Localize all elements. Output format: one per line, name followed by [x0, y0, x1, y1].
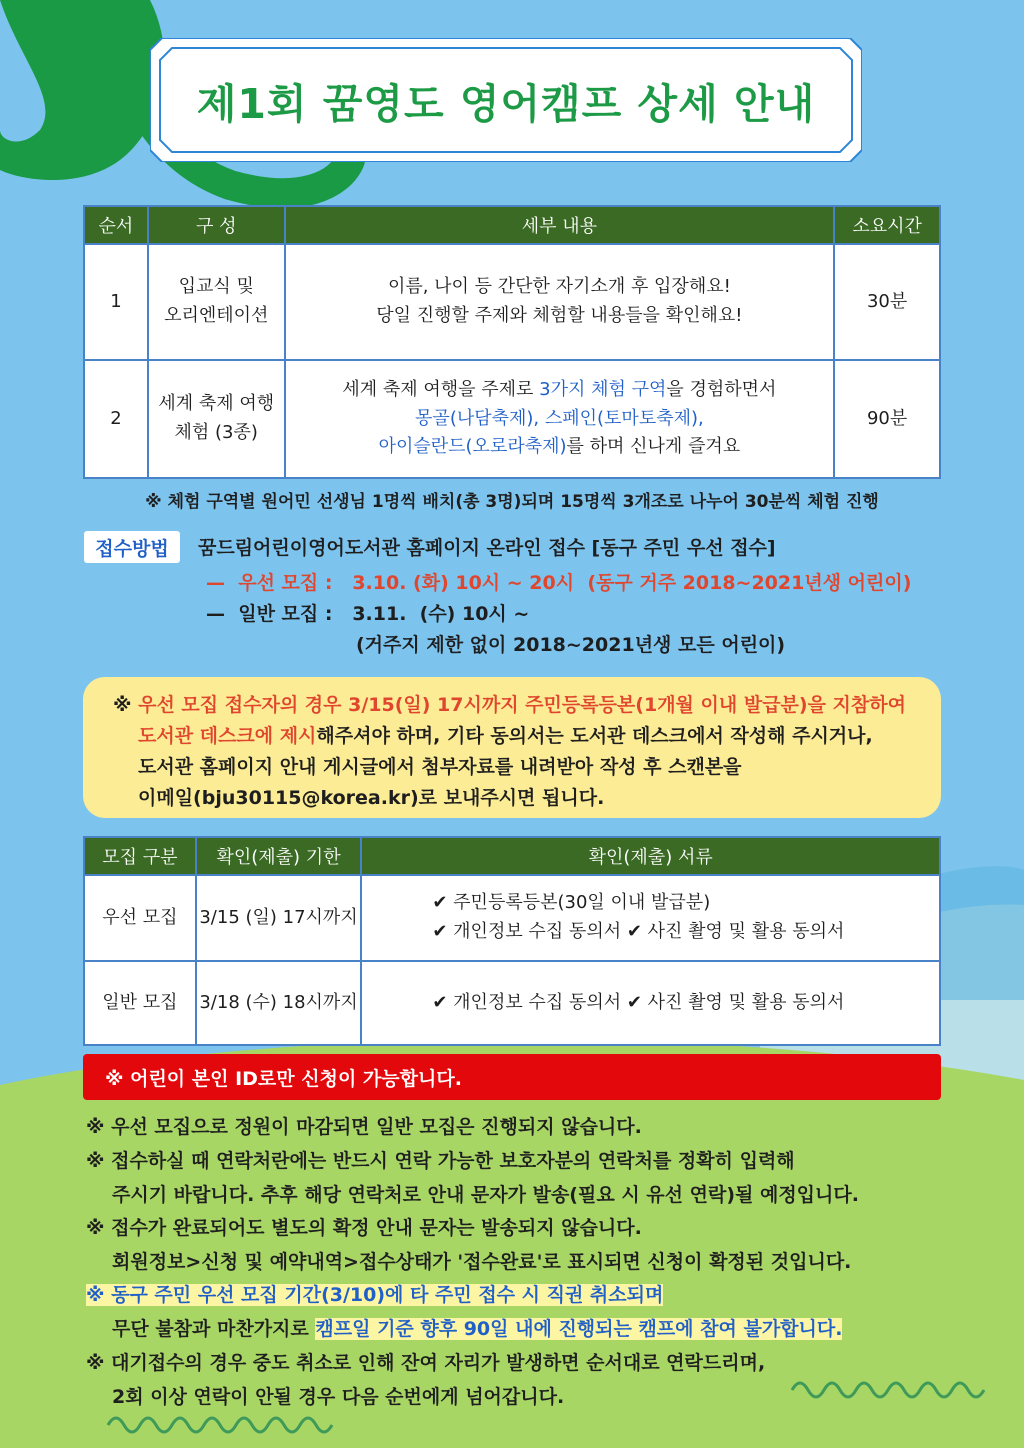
general-recruit-note: (거주지 제한 없이 2018~2021년생 모든 어린이) [356, 634, 786, 656]
table-header-row [84, 837, 940, 875]
documents-cell [361, 961, 940, 1045]
document-line: ✔ 주민등록등본(30일 이내 발급분) [432, 892, 711, 914]
detail-cell [285, 244, 835, 360]
documents-cell [361, 875, 940, 961]
header-time: 소요시간 [834, 206, 940, 244]
time-cell: 30분 [834, 244, 940, 360]
notice-red-text: 우선 모집 접수자의 경우 3/15(일) 17시까지 주민등록등본(1개월 이내 발급분)을 지참하여 [138, 694, 906, 716]
detail-text: 를 하며 신나게 즐겨요 [566, 436, 741, 458]
deadline-cell: 3/18 (수) 18시까지 [196, 961, 362, 1045]
title-banner [150, 38, 862, 162]
notice-text: 해주셔야 하며, 기타 동의서는 도서관 데스크에서 작성해 주시거나, [316, 725, 873, 747]
notice-red-text: 도서관 데스크에 제시 [138, 725, 317, 747]
detail-highlight: 3가지 체험 구역 [539, 378, 667, 400]
table-row [84, 961, 940, 1045]
document-line: ✔ 개인정보 수집 동의서 ✔ 사진 촬영 및 활용 동의서 [432, 921, 845, 942]
order-cell: 2 [84, 360, 148, 478]
application-method-badge: 접수방법 [84, 531, 180, 563]
recruit-type-cell: 우선 모집 [84, 875, 196, 961]
component-line: 오리엔테이션 [164, 305, 269, 326]
detail-line: 몽골(나담축제), 스페인(토마토축제), [415, 407, 704, 429]
documents-table [83, 836, 941, 1046]
component-cell [148, 360, 285, 478]
bottom-note: 회원정보>신청 및 예약내역>접수상태가 '접수완료'로 표시되면 신청이 확정된 것입니다. [112, 1251, 852, 1273]
component-line: 세계 축제 여행 [158, 393, 275, 415]
header-component: 구 성 [148, 206, 285, 244]
program-table [83, 205, 941, 479]
bottom-note: ※ 우선 모집으로 정원이 마감되면 일반 모집은 진행되지 않습니다. [86, 1116, 642, 1138]
header-recruit-type: 모집 구분 [84, 837, 196, 875]
priority-recruit-line: — 우선 모집 : 3.10. (화) 10시 ~ 20시 (동구 거주 2018~2021년생 어린이) [206, 572, 912, 594]
header-documents: 확인(제출) 서류 [361, 837, 940, 875]
component-line: 입교식 및 [178, 276, 254, 298]
notice-line-1 [113, 690, 906, 717]
header-detail: 세부 내용 [285, 206, 835, 244]
recruit-type-cell: 일반 모집 [84, 961, 196, 1045]
deadline-cell: 3/15 (일) 17시까지 [196, 875, 362, 961]
detail-line: 이름, 나이 등 간단한 자기소개 후 입장해요! [387, 276, 731, 298]
component-cell [148, 244, 285, 360]
table-header-row [84, 206, 940, 244]
document-line: ✔ 개인정보 수집 동의서 ✔ 사진 촬영 및 활용 동의서 [432, 991, 845, 1013]
bottom-note: ※ 접수하실 때 연락처란에는 반드시 연락 가능한 보호자분의 연락처를 정확히 입력해 [86, 1150, 795, 1172]
detail-text: 을 경험하면서 [666, 378, 777, 400]
page-title: 제1회 꿈영도 영어캠프 상세 안내 [196, 79, 816, 128]
header-order: 순서 [84, 206, 148, 244]
table-row [84, 360, 940, 478]
general-recruit-line: — 일반 모집 : 3.11. (수) 10시 ~ [206, 603, 530, 625]
bottom-note: ※ 접수가 완료되어도 별도의 확정 안내 문자는 발송되지 않습니다. [86, 1217, 642, 1239]
highlighted-text: 캠프일 기준 향후 90일 내에 진행되는 캠프에 참여 불가합니다. [315, 1318, 843, 1340]
application-method: 꿈드림어린이영어도서관 홈페이지 온라인 접수 [동구 주민 우선 접수] [198, 537, 776, 559]
notice-mark: ※ [113, 694, 132, 716]
bottom-note-highlight [86, 1280, 663, 1307]
bottom-note: 주시기 바랍니다. 추후 해당 연락처로 안내 문자가 발송(필요 시 유선 연락)될 예정입니다. [112, 1184, 859, 1206]
bottom-note [112, 1314, 842, 1341]
order-cell: 1 [84, 244, 148, 360]
table-row [84, 244, 940, 360]
id-only-alert: ※ 어린이 본인 ID로만 신청이 가능합니다. [83, 1054, 941, 1100]
component-line: 체험 (3종) [174, 422, 258, 443]
highlighted-text: ※ 동구 주민 우선 모집 기간(3/10)에 타 주민 접수 시 직권 취소되며 [86, 1284, 664, 1306]
notice-line-4: 이메일(bju30115@korea.kr)로 보내주시면 됩니다. [138, 787, 605, 809]
notice-box [83, 677, 941, 818]
detail-line: 당일 진행할 주제와 체험할 내용들을 확인해요! [376, 305, 743, 326]
bottom-note: ※ 대기접수의 경우 중도 취소로 인해 잔여 자리가 발생하면 순서대로 연락드리며, [86, 1352, 766, 1374]
detail-line [286, 376, 834, 405]
note-text: 무단 불참과 마찬가지로 [112, 1318, 316, 1340]
time-cell: 90분 [834, 360, 940, 478]
detail-cell [285, 360, 835, 478]
notice-line-3: 도서관 홈페이지 안내 게시글에서 첨부자료를 내려받아 작성 후 스캔본을 [138, 756, 742, 778]
detail-line [286, 433, 834, 462]
program-note: ※ 체험 구역별 원어민 선생님 1명씩 배치(총 3명)되며 15명씩 3개조로 나누어 30분씩 체험 진행 [145, 492, 879, 512]
detail-text: 세계 축제 여행을 주제로 [342, 378, 540, 400]
table-row [84, 875, 940, 961]
bottom-note: 2회 이상 연락이 안될 경우 다음 순번에게 넘어갑니다. [112, 1386, 565, 1408]
detail-highlight: 아이슬란드(오로라축제) [378, 436, 567, 458]
notice-line-2 [138, 721, 873, 748]
header-deadline: 확인(제출) 기한 [196, 837, 362, 875]
